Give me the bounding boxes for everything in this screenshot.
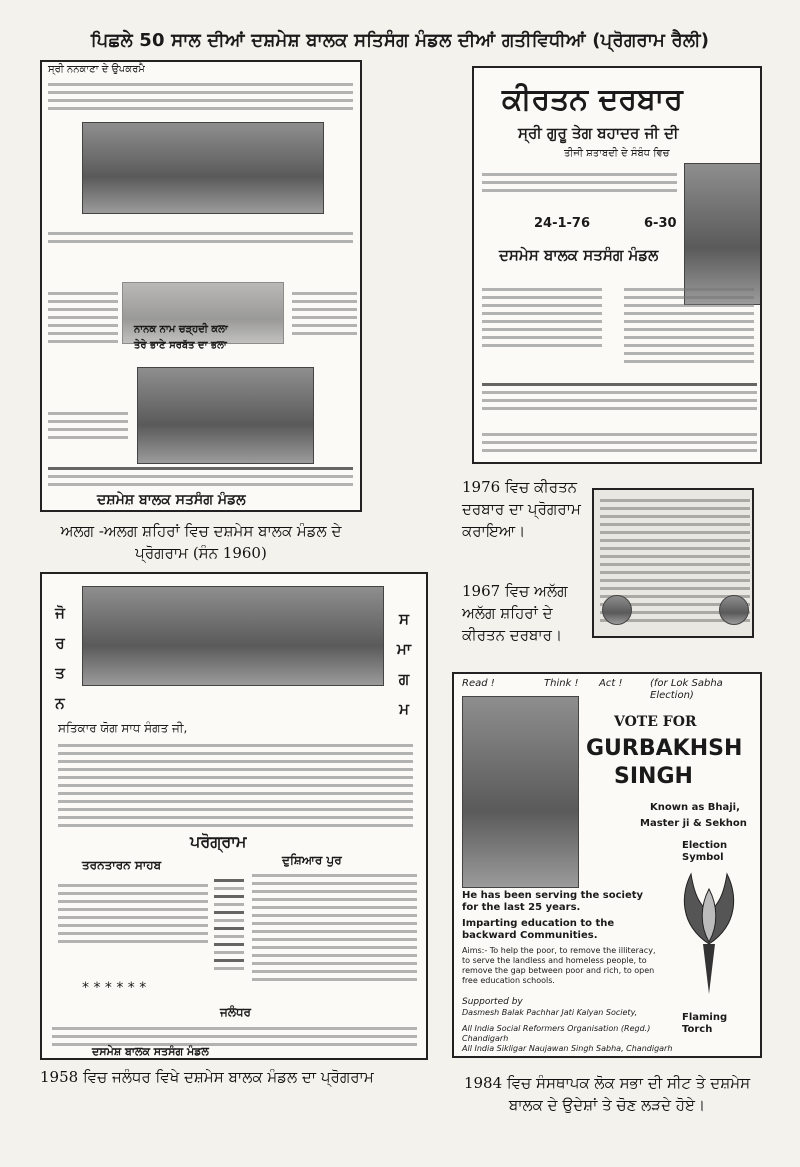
page-title: ਪਿਛਲੇ 50 ਸਾਲ ਦੀਆਂ ਦਸ਼ਮੇਸ਼ ਬਾਲਕ ਸਤਿਸੰਗ ਮੰਡਲ ਦੀਆਂ ਗਤੀਵਿਧੀਆਂ (ਪ੍ਰੋਗਰਾਮ ਰੈਲੀ) — [90, 30, 710, 51]
election-symbol-label: Election Symbol — [682, 840, 728, 863]
clipping-1967 — [592, 488, 754, 638]
crowd-photo-top — [82, 122, 324, 214]
clip-footer: ਦਸਮੇਸ਼ ਬਾਲਕ ਸਤਸੰਗ ਮੰਡਲ — [92, 1045, 209, 1058]
caption-1976: 1976 ਵਿਚ ਕੀਰਤਨ ਦਰਬਾਰ ਦਾ ਪ੍ਰੋਗਰਾਮ ਕਰਾਇਆ। — [462, 478, 581, 540]
election-note: (for Lok Sabha Election) — [650, 678, 723, 701]
caption-1960: ਅਲਗ -ਅਲਗ ਸ਼ਹਿਰਾਂ ਵਿਚ ਦਸ਼ਮੇਸ ਬਾਲਕ ਮੰਡਲ ਦੇ ਪ੍ਰੋਗਰਾਮ (ਸੰਨ 1960) — [60, 522, 342, 562]
act: Act ! — [599, 678, 623, 689]
greeting: ਸਤਿਕਾਰ ਯੋਗ ਸਾਧ ਸੰਗਤ ਜੀ, — [58, 721, 188, 735]
org-name: ਦਸਮੇਸ ਬਾਲਕ ਸਤਸੰਗ ਮੰਡਲ — [499, 246, 659, 264]
caption-1967: 1967 ਵਿਚ ਅਲੱਗ ਅਲੱਗ ਸ਼ਹਿਰਾਂ ਦੇ ਕੀਰਤਨ ਦਰਬਾਰ। — [462, 582, 568, 644]
program-heading: ਪਰੋਗ੍ਰਾਮ — [190, 832, 247, 851]
seal-emblem — [602, 595, 632, 625]
line3: ਤੀਜੀ ਸ਼ਤਾਬਦੀ ਦੇ ਸੰਬੰਧ ਵਿਚ — [564, 148, 670, 159]
side-letters-right: ਸ ਮਾ ਗ ਮ — [396, 610, 412, 718]
vote-for: VOTE FOR — [614, 714, 697, 730]
supporter-3: All India Sikligar Naujawan Singh Sabha, Chandigarh — [462, 1044, 673, 1053]
clipping-1976 — [472, 66, 762, 464]
city-jalandhar: ਜਲੰਧਰ — [220, 1005, 251, 1019]
clipping-1960 — [40, 60, 362, 512]
city-hoshiarpur: ਦੁਸ਼ਿਆਰ ਪੁਰ — [282, 853, 342, 867]
point-2: Imparting education to the backward Communities. — [462, 918, 615, 941]
candidate-name-1: GURBAKHSH — [586, 736, 743, 761]
time: 6-30 — [644, 216, 677, 231]
read: Read ! — [462, 678, 495, 689]
slogan-1: ਨਾਨਕ ਨਾਮ ਚੜ੍ਹਦੀ ਕਲਾ — [134, 324, 228, 335]
caption-1958: 1958 ਵਿਚ ਜਲੰਧਰ ਵਿਖੇ ਦਸ਼ਮੇਸ ਬਾਲਕ ਮੰਡਲ ਦਾ ਪ੍ਰੋਗਰਾਮ — [40, 1068, 374, 1086]
aims: Aims:- To help the poor, to remove the illiteracy, to serve the landless and homeless people, to remove the gap between poor and rich, to open free education schools. — [462, 946, 656, 985]
clip-header: ਸ੍ਰੀ ਨਨਕਾਣਾ ਦੇ ਉਪਕਰਮੈ — [48, 64, 145, 75]
point-1: He has been serving the society for the last 25 years. — [462, 890, 644, 913]
side-letters-left: ਜੋ ਰ ਤ ਨ — [55, 604, 65, 712]
clipping-1958 — [40, 572, 428, 1060]
supporter-1: Dasmesh Balak Pachhar Jati Kalyan Society, — [462, 1008, 638, 1017]
supporter-2: All India Social Reformers Organisation (Regd.) Chandigarh — [462, 1024, 651, 1043]
clipping-1984 — [452, 672, 762, 1058]
group-photo — [82, 586, 384, 686]
flaming-torch-icon — [669, 864, 749, 1004]
stars: * * * * * * — [82, 980, 147, 996]
known-as-1: Known as Bhaji, — [650, 802, 740, 813]
clip-footer: ਦਸ਼ਮੇਸ਼ ਬਾਲਕ ਸਤਸੰਗ ਮੰਡਲ — [97, 492, 246, 508]
subhead: ਸ੍ਰੀ ਗੁਰੂ ਤੇਗ ਬਹਾਦਰ ਜੀ ਦੀ — [518, 124, 679, 142]
think: Think ! — [544, 678, 579, 689]
supported-by: Supported by — [462, 997, 523, 1007]
khanda-emblem — [719, 595, 749, 625]
known-as-2: Master ji & Sekhon — [640, 818, 747, 829]
date: 24-1-76 — [534, 216, 591, 231]
slogan-2: ਤੇਰੇ ਭਾਣੇ ਸਰਬੱਤ ਦਾ ਭਲਾ — [134, 340, 227, 351]
candidate-name-2: SINGH — [614, 764, 693, 789]
city-tarntaran: ਤਰਨਤਾਰਨ ਸਾਹਬ — [82, 858, 162, 872]
caption-1984: 1984 ਵਿਚ ਸੰਸਥਾਪਕ ਲੋਕ ਸਭਾ ਦੀ ਸੀਟ ਤੇ ਦਸ਼ਮੇਸ ਬਾਲਕ ਦੇ ਉਦੇਸ਼ਾਂ ਤੇ ਚੋਣ ਲੜਦੇ ਹੋਏ। — [463, 1074, 751, 1114]
torch-label: Flaming Torch — [682, 1012, 728, 1035]
crowd-photo-bottom — [137, 367, 314, 464]
candidate-photo — [462, 696, 579, 888]
kirtan-darbar-headline: ਕੀਰਤਨ ਦਰਬਾਰ — [502, 82, 683, 117]
